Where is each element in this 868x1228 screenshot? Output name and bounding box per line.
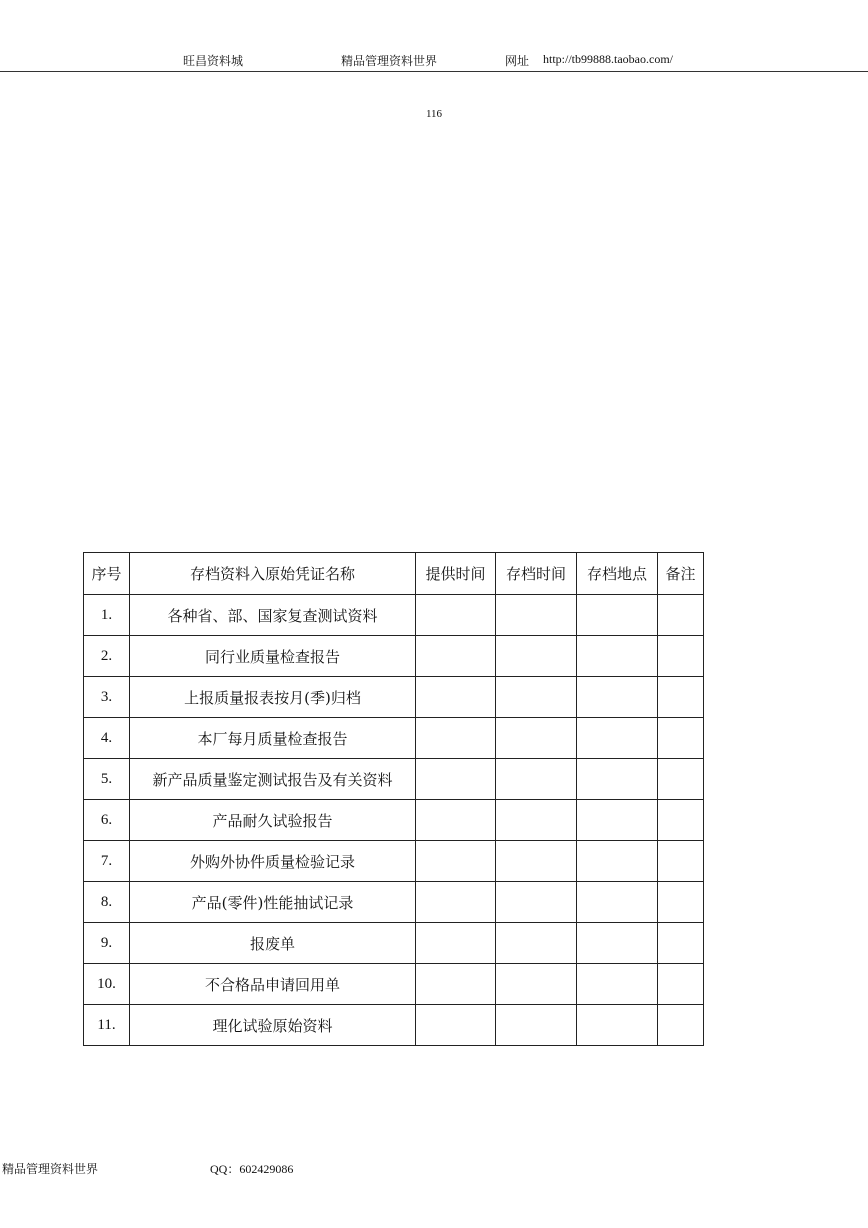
row-remarks-cell bbox=[658, 882, 704, 923]
footer-qq: QQ：602429086 bbox=[210, 1162, 294, 1176]
table-row bbox=[84, 882, 704, 923]
row-document-name: 本厂每月质量检查报告 bbox=[130, 718, 416, 759]
header-shop-name: 旺昌资料城 bbox=[183, 54, 244, 68]
row-provide-time-cell bbox=[416, 841, 496, 882]
table-row bbox=[84, 1005, 704, 1046]
row-provide-time-cell bbox=[416, 718, 496, 759]
row-archive-location-cell bbox=[577, 677, 658, 718]
archive-table bbox=[83, 552, 704, 1046]
table-row bbox=[84, 923, 704, 964]
row-archive-time-cell bbox=[496, 964, 577, 1005]
header-url-link[interactable]: http://tb99888.taobao.com/ bbox=[543, 52, 673, 66]
row-remarks-cell bbox=[658, 677, 704, 718]
row-remarks-cell bbox=[658, 841, 704, 882]
row-archive-location-cell bbox=[577, 718, 658, 759]
page-header bbox=[0, 52, 868, 72]
row-archive-time-cell bbox=[496, 759, 577, 800]
column-header-name: 存档资料入原始凭证名称 bbox=[130, 553, 416, 595]
row-archive-time-cell bbox=[496, 595, 577, 636]
column-header-index: 序号 bbox=[84, 553, 130, 595]
row-index: 10. bbox=[84, 964, 130, 1005]
row-provide-time-cell bbox=[416, 677, 496, 718]
row-provide-time-cell bbox=[416, 923, 496, 964]
row-archive-time-cell bbox=[496, 841, 577, 882]
row-document-name: 报废单 bbox=[130, 923, 416, 964]
row-index: 8. bbox=[84, 882, 130, 923]
row-index: 3. bbox=[84, 677, 130, 718]
row-document-name: 产品(零件)性能抽试记录 bbox=[130, 882, 416, 923]
column-header-archive-time: 存档时间 bbox=[496, 553, 577, 595]
row-remarks-cell bbox=[658, 964, 704, 1005]
row-index: 9. bbox=[84, 923, 130, 964]
table-row bbox=[84, 677, 704, 718]
row-document-name: 外购外协件质量检验记录 bbox=[130, 841, 416, 882]
row-index: 1. bbox=[84, 595, 130, 636]
column-header-archive-location: 存档地点 bbox=[577, 553, 658, 595]
row-index: 11. bbox=[84, 1005, 130, 1046]
table-header-row bbox=[84, 553, 704, 595]
table-row bbox=[84, 636, 704, 677]
header-slogan: 精品管理资料世界 bbox=[341, 54, 438, 68]
table-row bbox=[84, 800, 704, 841]
row-provide-time-cell bbox=[416, 882, 496, 923]
table-row bbox=[84, 964, 704, 1005]
row-remarks-cell bbox=[658, 759, 704, 800]
row-document-name: 理化试验原始资料 bbox=[130, 1005, 416, 1046]
column-header-provide-time: 提供时间 bbox=[416, 553, 496, 595]
row-archive-time-cell bbox=[496, 718, 577, 759]
row-archive-time-cell bbox=[496, 1005, 577, 1046]
row-archive-time-cell bbox=[496, 800, 577, 841]
row-index: 5. bbox=[84, 759, 130, 800]
row-archive-location-cell bbox=[577, 841, 658, 882]
row-archive-time-cell bbox=[496, 636, 577, 677]
row-document-name: 各种省、部、国家复查测试资料 bbox=[130, 595, 416, 636]
row-archive-location-cell bbox=[577, 759, 658, 800]
row-remarks-cell bbox=[658, 718, 704, 759]
row-archive-location-cell bbox=[577, 1005, 658, 1046]
row-document-name: 不合格品申请回用单 bbox=[130, 964, 416, 1005]
table-row bbox=[84, 595, 704, 636]
page-footer bbox=[0, 1160, 868, 1180]
row-remarks-cell bbox=[658, 923, 704, 964]
row-archive-location-cell bbox=[577, 800, 658, 841]
row-remarks-cell bbox=[658, 636, 704, 677]
row-archive-location-cell bbox=[577, 923, 658, 964]
header-divider bbox=[0, 71, 868, 72]
row-document-name: 新产品质量鉴定测试报告及有关资料 bbox=[130, 759, 416, 800]
row-archive-location-cell bbox=[577, 882, 658, 923]
row-provide-time-cell bbox=[416, 595, 496, 636]
column-header-remarks: 备注 bbox=[658, 553, 704, 595]
footer-slogan: 精品管理资料世界 bbox=[2, 1162, 99, 1176]
row-provide-time-cell bbox=[416, 800, 496, 841]
table-row bbox=[84, 841, 704, 882]
row-archive-time-cell bbox=[496, 882, 577, 923]
row-remarks-cell bbox=[658, 800, 704, 841]
row-provide-time-cell bbox=[416, 964, 496, 1005]
row-archive-location-cell bbox=[577, 964, 658, 1005]
row-remarks-cell bbox=[658, 595, 704, 636]
row-document-name: 上报质量报表按月(季)归档 bbox=[130, 677, 416, 718]
row-provide-time-cell bbox=[416, 636, 496, 677]
row-index: 2. bbox=[84, 636, 130, 677]
row-document-name: 同行业质量检查报告 bbox=[130, 636, 416, 677]
header-url-label: 网址 bbox=[505, 54, 530, 68]
row-provide-time-cell bbox=[416, 759, 496, 800]
row-remarks-cell bbox=[658, 1005, 704, 1046]
row-archive-location-cell bbox=[577, 636, 658, 677]
table-row bbox=[84, 718, 704, 759]
row-archive-time-cell bbox=[496, 923, 577, 964]
row-provide-time-cell bbox=[416, 1005, 496, 1046]
row-document-name: 产品耐久试验报告 bbox=[130, 800, 416, 841]
row-index: 7. bbox=[84, 841, 130, 882]
row-index: 4. bbox=[84, 718, 130, 759]
table-row bbox=[84, 759, 704, 800]
row-archive-location-cell bbox=[577, 595, 658, 636]
page-number: 116 bbox=[425, 108, 443, 120]
row-index: 6. bbox=[84, 800, 130, 841]
table-body bbox=[84, 595, 704, 1046]
row-archive-time-cell bbox=[496, 677, 577, 718]
